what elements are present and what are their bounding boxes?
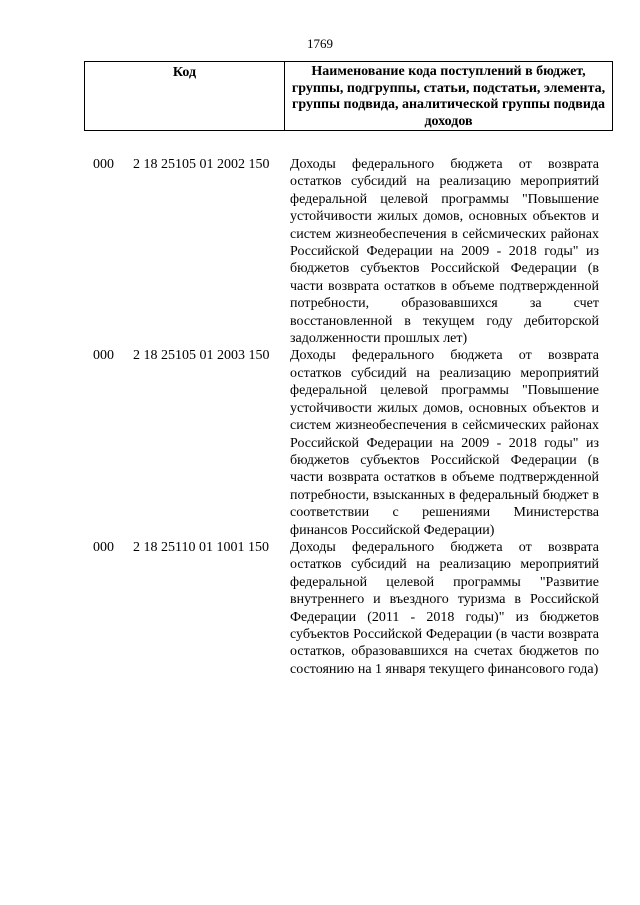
- table-row: [93, 539, 603, 678]
- header-name-column: Наименование кода поступлений в бюджет, группы, подгруппы, статьи, подстатьи, элемента, группы подвида, аналитической группы подвида доходов: [291, 64, 606, 129]
- row-description: Доходы федерального бюджета от возврата остатков субсидий на реализацию мероприятий федеральной целевой программы "Повышение устойчивости жилых домов, основных объектов и систем жизнеобеспечения в сейсмических районах Российской Федерации на 2009 - 2018 годы" из бюджетов субъектов Российской Федерации (в части возврата остатков в объеме подтвержденной потребности, образовавшихся за счет восстановленной в текущем году дебиторской задолженности прошлых лет): [290, 157, 599, 347]
- admin-code: 000: [93, 348, 114, 364]
- budget-code: 2 18 25105 01 2002 150: [133, 157, 270, 172]
- row-description: Доходы федерального бюджета от возврата остатков субсидий на реализацию мероприятий федеральной целевой программы "Повышение устойчивости жилых домов, основных объектов и систем жизнеобеспечения в сейсмических районах Российской Федерации на 2009 - 2018 годы" из бюджетов субъектов Российской Федерации (в части возврата остатков в объеме подтвержденной потребности, взысканных в федеральный бюджет в соответствии с решениями Министерства финансов Российской Федерации): [290, 348, 599, 538]
- table-body: [93, 156, 603, 678]
- admin-code: 000: [93, 539, 114, 555]
- page-number: 1769: [307, 36, 333, 51]
- budget-code: 2 18 25105 01 2003 150: [133, 348, 270, 364]
- row-description: Доходы федерального бюджета от возврата остатков субсидий на реализацию мероприятий федеральной целевой программы "Развитие внутреннего и въездного туризма в Российской Федерации (2011 - 2018 годы)" из бюджетов субъектов Российской Федерации (в части возврата остатков, образовавшихся на счетах бюджетов по состоянию на 1 января текущего финансового года): [290, 539, 599, 677]
- table-header: [84, 61, 613, 131]
- table-row: [93, 156, 603, 347]
- budget-code: 2 18 25110 01 1001 150: [133, 539, 269, 555]
- admin-code: 000: [93, 157, 114, 172]
- header-code-column: Код: [85, 62, 285, 130]
- table-row: [93, 347, 603, 538]
